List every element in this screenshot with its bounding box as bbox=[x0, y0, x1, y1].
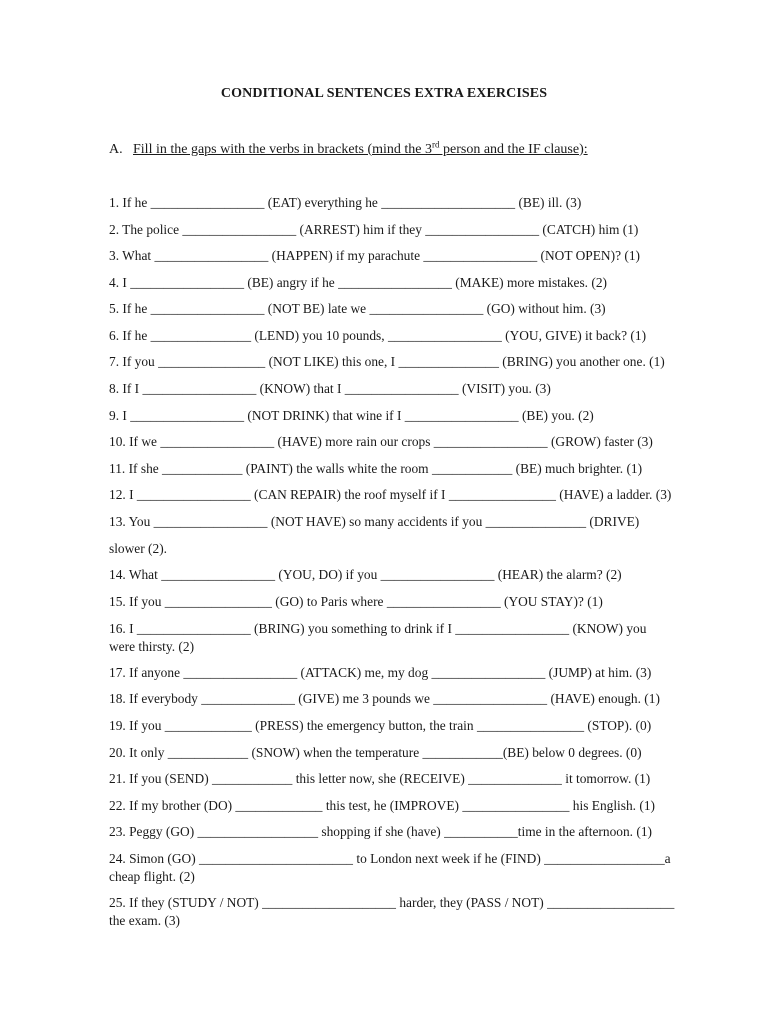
exercise-item bbox=[109, 247, 661, 265]
exercise-line: 12. I _________________ (CAN REPAIR) the roof myself if I ________________ (HAVE) a ladder. (3) bbox=[109, 487, 672, 502]
exercise-item bbox=[109, 221, 661, 239]
exercise-item bbox=[109, 513, 661, 531]
exercise-item bbox=[109, 770, 661, 788]
exercise-item bbox=[109, 593, 661, 611]
exercise-line: 17. If anyone _________________ (ATTACK) me, my dog _________________ (JUMP) at him. (3) bbox=[109, 665, 652, 680]
exercise-line: 9. I _________________ (NOT DRINK) that wine if I _________________ (BE) you. (2) bbox=[109, 408, 594, 423]
instruction-superscript: rd bbox=[432, 139, 440, 149]
exercise-item bbox=[109, 620, 661, 656]
section-letter: A. bbox=[109, 141, 123, 157]
exercise-item bbox=[109, 300, 661, 318]
instruction-a bbox=[109, 139, 588, 158]
exercise-item bbox=[109, 850, 671, 886]
exercise-line: 18. If everybody ______________ (GIVE) me 3 pounds we _________________ (HAVE) enough. (1) bbox=[109, 691, 660, 706]
exercise-line-continued: cheap flight. (2) bbox=[109, 869, 195, 884]
exercise-item bbox=[109, 407, 661, 425]
instruction-text bbox=[133, 139, 588, 157]
exercise-line: 3. What _________________ (HAPPEN) if my parachute _________________ (NOT OPEN)? (1) bbox=[109, 248, 640, 263]
exercise-line: 1. If he _________________ (EAT) everything he ____________________ (BE) ill. (3) bbox=[109, 195, 582, 210]
exercise-item bbox=[109, 664, 661, 682]
exercise-item bbox=[109, 717, 661, 735]
exercise-line: 23. Peggy (GO) __________________ shopping if she (have) ___________time in the afternoon. (1) bbox=[109, 824, 652, 839]
exercise-line: 10. If we _________________ (HAVE) more rain our crops _________________ (GROW) faster (3) bbox=[109, 434, 653, 449]
exercise-line: 13. You _________________ (NOT HAVE) so many accidents if you _______________ (DRIVE) bbox=[109, 514, 640, 529]
instruction-text-part2: person and the IF clause): bbox=[439, 141, 588, 157]
exercise-item bbox=[109, 797, 661, 815]
exercise-line: slower (2). bbox=[109, 541, 168, 556]
exercise-item bbox=[109, 327, 661, 345]
exercise-line: 21. If you (SEND) ____________ this letter now, she (RECEIVE) ______________ it tomorrow. (1) bbox=[109, 771, 651, 786]
exercise-line: 6. If he _______________ (LEND) you 10 pounds, _________________ (YOU, GIVE) it back? (1) bbox=[109, 328, 647, 343]
exercise-line: 5. If he _________________ (NOT BE) late we _________________ (GO) without him. (3) bbox=[109, 301, 606, 316]
exercise-item bbox=[109, 353, 665, 371]
exercise-item bbox=[109, 274, 661, 292]
exercise-line: 24. Simon (GO) _______________________ to London next week if he (FIND) __________________a bbox=[109, 851, 671, 866]
exercise-item bbox=[109, 894, 675, 930]
exercise-line: 25. If they (STUDY / NOT) ____________________ harder, they (PASS / NOT) ___________________ bbox=[109, 895, 675, 910]
exercise-item bbox=[109, 380, 661, 398]
exercise-item bbox=[109, 460, 661, 478]
exercise-line: 4. I _________________ (BE) angry if he _________________ (MAKE) more mistakes. (2) bbox=[109, 275, 607, 290]
exercise-line: 7. If you ________________ (NOT LIKE) this one, I _______________ (BRING) you another one. (1) bbox=[109, 354, 665, 369]
exercise-line: 15. If you ________________ (GO) to Paris where _________________ (YOU STAY)? (1) bbox=[109, 594, 603, 609]
exercise-line: 11. If she ____________ (PAINT) the walls white the room ____________ (BE) much brighter. (1) bbox=[109, 461, 643, 476]
instruction-text-part1: Fill in the gaps with the verbs in brackets (mind the 3 bbox=[133, 141, 433, 157]
exercise-item bbox=[109, 690, 661, 708]
exercise-line-continued: the exam. (3) bbox=[109, 913, 181, 928]
exercise-item bbox=[109, 540, 661, 558]
exercise-item bbox=[109, 823, 661, 841]
exercise-line: 8. If I _________________ (KNOW) that I _________________ (VISIT) you. (3) bbox=[109, 381, 551, 396]
page-title: CONDITIONAL SENTENCES EXTRA EXERCISES bbox=[220, 86, 548, 101]
exercise-item bbox=[109, 194, 661, 212]
exercise-item bbox=[109, 566, 661, 584]
exercise-item bbox=[109, 486, 672, 504]
exercise-line: 20. It only ____________ (SNOW) when the temperature ____________(BE) below 0 degrees. (0) bbox=[109, 745, 642, 760]
exercise-line: 2. The police _________________ (ARREST) him if they _________________ (CATCH) him (1) bbox=[109, 222, 639, 237]
exercise-line: 14. What _________________ (YOU, DO) if you _________________ (HEAR) the alarm? (2) bbox=[109, 567, 622, 582]
exercise-line: 16. I _________________ (BRING) you something to drink if I _________________ (KNOW) you bbox=[109, 621, 647, 636]
exercise-item bbox=[109, 433, 661, 451]
exercise-item bbox=[109, 744, 661, 762]
exercise-line-continued: were thirsty. (2) bbox=[109, 639, 195, 654]
exercise-line: 22. If my brother (DO) _____________ this test, he (IMPROVE) ________________ his English. (1) bbox=[109, 798, 655, 813]
exercise-line: 19. If you _____________ (PRESS) the emergency button, the train ________________ (STOP). (0) bbox=[109, 718, 652, 733]
